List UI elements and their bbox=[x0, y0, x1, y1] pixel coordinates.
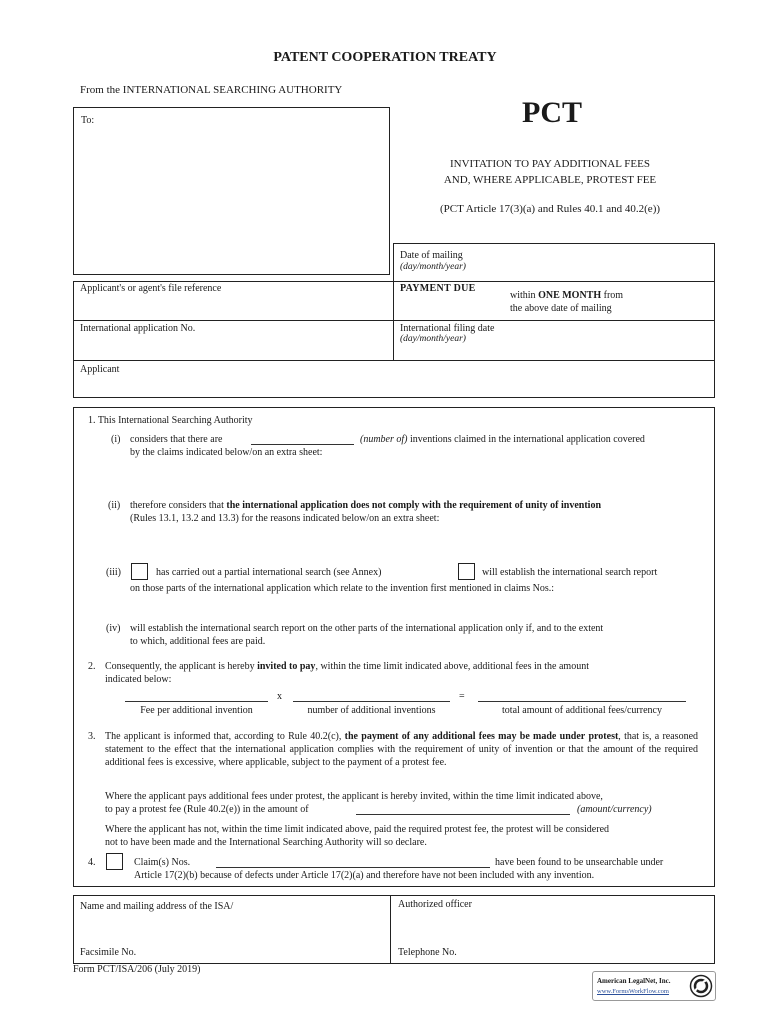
item-iii-line2: on those parts of the international application which relate to the invention first mentioned in claims Nos.: bbox=[130, 583, 555, 594]
times-sign: x bbox=[277, 691, 282, 702]
item-ii-line2: (Rules 13.1, 13.2 and 13.3) for the reasons indicated below/on an extra sheet: bbox=[130, 513, 440, 524]
date-of-mailing-format: (day/month/year) bbox=[400, 262, 466, 272]
item-i-number-field[interactable] bbox=[251, 444, 354, 445]
section-4-number: 4. bbox=[88, 857, 96, 868]
document-title-line-2: AND, WHERE APPLICABLE, PROTEST FEE bbox=[443, 174, 657, 186]
partial-search-checkbox[interactable] bbox=[131, 563, 148, 580]
publisher-url: www.FormsWorkFlow.com bbox=[597, 988, 669, 995]
number-of-inventions-field[interactable] bbox=[293, 701, 450, 702]
document-title-line-1: INVITATION TO PAY ADDITIONAL FEES bbox=[450, 158, 650, 170]
equals-sign: = bbox=[459, 691, 465, 702]
section-3-paragraph-2-line1: Where the applicant pays additional fees under protest, the applicant is hereby invited, within the time limit indicated above, bbox=[105, 791, 603, 802]
intl-filing-date-label: International filing date bbox=[400, 323, 495, 334]
authorized-officer-label: Authorized officer bbox=[398, 899, 472, 910]
item-i-number: (i) bbox=[111, 434, 121, 445]
isa-address-label: Name and mailing address of the ISA/ bbox=[80, 901, 234, 912]
from-line: From the INTERNATIONAL SEARCHING AUTHORITY bbox=[80, 84, 343, 96]
item-i-line2: by the claims indicated below/on an extra sheet: bbox=[130, 447, 323, 458]
facsimile-label: Facsimile No. bbox=[80, 947, 137, 958]
establish-report-checkbox[interactable] bbox=[458, 563, 475, 580]
article-reference: (PCT Article 17(3)(a) and Rules 40.1 and 40.2(e)) bbox=[439, 203, 661, 215]
section-3-paragraph-3-line1: Where the applicant has not, within the time limit indicated above, paid the required protest fee, the protest will be considered bbox=[105, 824, 610, 835]
item-ii-number: (ii) bbox=[108, 500, 121, 511]
fee-per-invention-caption: Fee per additional invention bbox=[140, 705, 253, 716]
payment-due-period: within ONE MONTH from bbox=[510, 290, 624, 301]
section-2-text: Consequently, the applicant is hereby invited to pay, within the time limit indicated above, additional fees in the amount bbox=[105, 661, 589, 672]
date-of-mailing-label: Date of mailing bbox=[400, 250, 463, 261]
publisher-logo-icon bbox=[689, 974, 713, 998]
payment-due-period-line2: the above date of mailing bbox=[510, 303, 612, 314]
applicant-label: Applicant bbox=[80, 364, 120, 375]
publisher-name: American LegalNet, Inc. bbox=[597, 977, 671, 985]
item-iii-option-1: has carried out a partial international search (see Annex) bbox=[156, 567, 382, 578]
section-4-text-b: have been found to be unsearchable under bbox=[495, 857, 664, 868]
number-of-inventions-caption: number of additional inventions bbox=[307, 705, 436, 716]
item-iv-line1: will establish the international search report on the other parts of the international application only if, and to the extent bbox=[130, 623, 604, 634]
to-label: To: bbox=[81, 115, 95, 126]
telephone-label: Telephone No. bbox=[398, 947, 457, 958]
payment-due-label: PAYMENT DUE bbox=[400, 283, 476, 294]
total-amount-field[interactable] bbox=[478, 701, 686, 702]
form-identifier: Form PCT/ISA/206 (July 2019) bbox=[73, 964, 201, 975]
section-3-number: 3. bbox=[88, 731, 96, 742]
section-4-line2: Article 17(2)(b) because of defects under Article 17(2)(a) and therefore have not been included with any invention. bbox=[134, 870, 595, 881]
page-title: PATENT COOPERATION TREATY bbox=[273, 50, 497, 65]
unsearchable-claims-field[interactable] bbox=[216, 867, 490, 868]
item-iii-number: (iii) bbox=[106, 567, 121, 578]
fee-per-invention-field[interactable] bbox=[125, 701, 268, 702]
protest-fee-amount-caption: (amount/currency) bbox=[577, 804, 652, 815]
protest-fee-amount-field[interactable] bbox=[356, 814, 570, 815]
intl-application-no-label: International application No. bbox=[80, 323, 196, 334]
file-reference-label: Applicant's or agent's file reference bbox=[80, 283, 222, 294]
section-3-paragraph-1: The applicant is informed that, according to Rule 40.2(c), the payment of any additional fees may be made under protest, that is, a reasoned statement to the effect that the international application complies with the requirement of unity of invention or that the amount of the required additional fees is excessive, where applicable, subject to the payment of a protest fee. bbox=[105, 731, 699, 768]
unsearchable-claims-checkbox[interactable] bbox=[106, 853, 123, 870]
applicant-box[interactable] bbox=[73, 360, 715, 398]
intl-filing-date-format: (day/month/year) bbox=[400, 334, 466, 344]
item-i-text: considers that there are bbox=[130, 434, 223, 445]
item-i-text-b: (number of) inventions claimed in the international application covered bbox=[360, 434, 645, 445]
section-2-number: 2. bbox=[88, 661, 96, 672]
pct-heading: PCT bbox=[522, 96, 582, 129]
section-3-paragraph-3-line2: not to have been made and the International Searching Authority will so declare. bbox=[105, 837, 427, 848]
section-3-paragraph-2-line2: to pay a protest fee (Rule 40.2(e)) in the amount of bbox=[105, 804, 309, 815]
item-iv-number: (iv) bbox=[106, 623, 121, 634]
section-1-intro: 1. This International Searching Authority bbox=[88, 415, 253, 426]
item-iv-line2: to which, additional fees are paid. bbox=[130, 636, 266, 647]
item-iii-option-2: will establish the international search report bbox=[482, 567, 658, 578]
item-ii-text: therefore considers that the international application does not comply with the requirement of unity of invention bbox=[130, 500, 602, 511]
section-4-claims-label: Claim(s) Nos. bbox=[134, 857, 191, 868]
to-address-box[interactable] bbox=[73, 107, 390, 275]
section-2-line2: indicated below: bbox=[105, 674, 172, 685]
total-amount-caption: total amount of additional fees/currency bbox=[502, 705, 662, 716]
publisher-badge bbox=[592, 971, 716, 1001]
